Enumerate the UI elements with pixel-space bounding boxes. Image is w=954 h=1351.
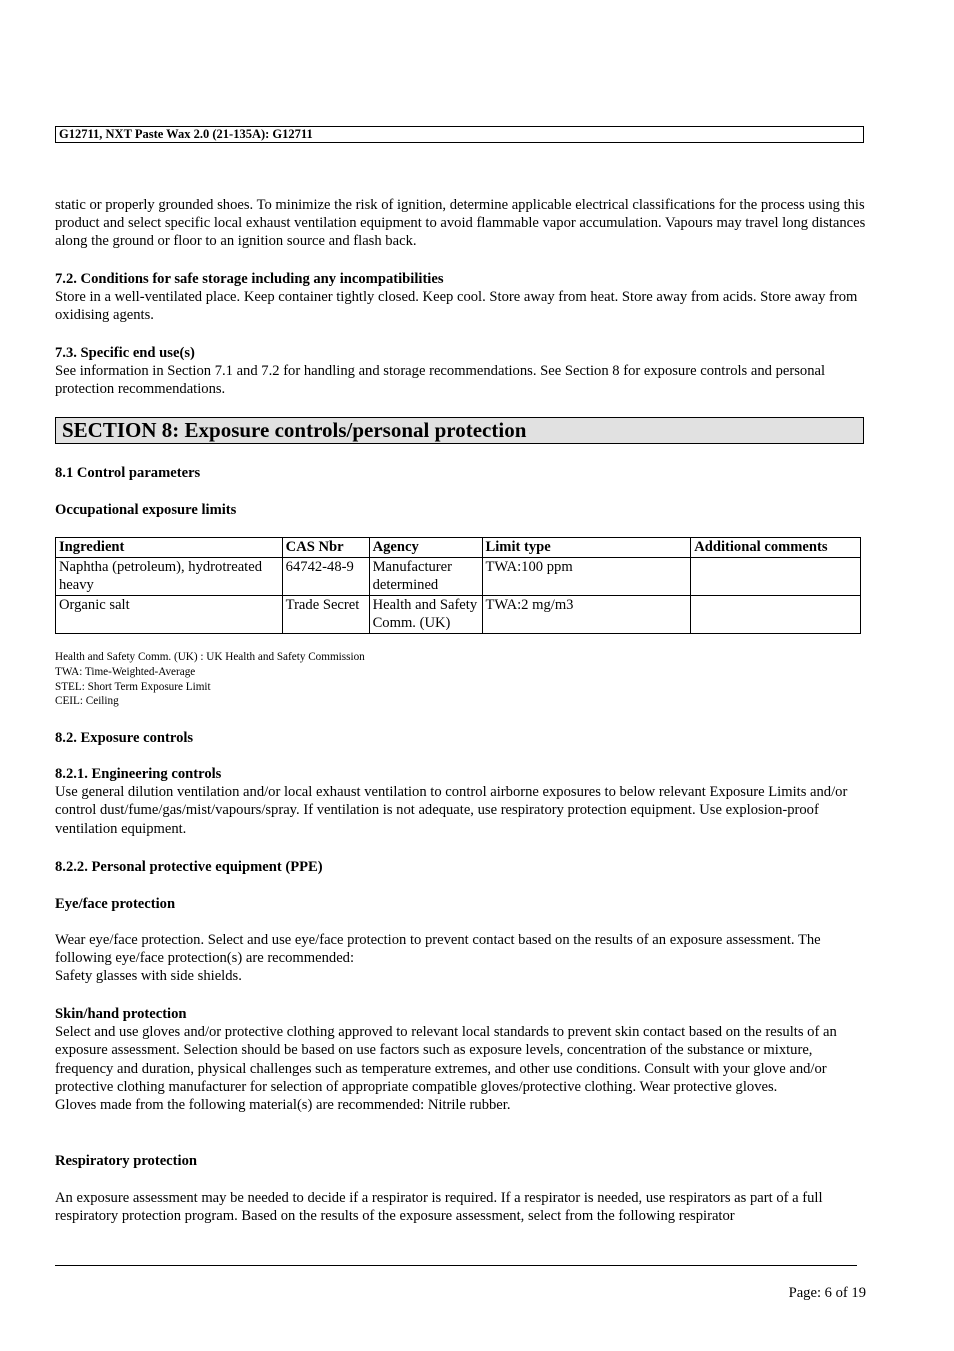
- eye-protection-recommendation: Safety glasses with side shields.: [55, 968, 242, 985]
- section-8-1-heading: 8.1 Control parameters: [55, 465, 201, 481]
- section-8-2-2-heading: 8.2.2. Personal protective equipment (PPE): [55, 859, 323, 875]
- eye-protection-body: [55, 931, 867, 986]
- footnote: TWA: Time-Weighted-Average: [55, 665, 196, 678]
- cell-cas: Trade Secret: [282, 595, 369, 633]
- section-8-2-heading: 8.2. Exposure controls: [55, 730, 194, 746]
- section-7-2-heading: 7.2. Conditions for safe storage including any incompatibilities: [55, 271, 444, 287]
- page-number: Page: 6 of 19: [788, 1285, 866, 1301]
- section-7-2: [55, 270, 867, 325]
- section-7-2-text: Store in a well-ventilated place. Keep container tightly closed. Keep cool. Store away from heat. Store away from acids. Store away from oxidising agents.: [55, 289, 858, 324]
- cell-ingredient: Naphtha (petroleum), hydrotreated heavy: [56, 558, 283, 596]
- document-header: [55, 126, 864, 143]
- footnote: CEIL: Ceiling: [55, 695, 119, 708]
- product-identifier: G12711, NXT Paste Wax 2.0 (21-135A): G12711: [59, 127, 313, 141]
- section-8-2-1: [55, 765, 867, 838]
- respiratory-protection-heading: Respiratory protection: [55, 1153, 197, 1169]
- column-header-cas: CAS Nbr: [282, 538, 369, 558]
- column-header-limit-type: Limit type: [482, 538, 691, 558]
- eye-protection-heading: Eye/face protection: [55, 896, 176, 912]
- cell-limit: TWA:100 ppm: [482, 558, 691, 596]
- skin-protection-gloves: Gloves made from the following material(s) are recommended: Nitrile rubber.: [55, 1097, 511, 1114]
- respiratory-protection-text: An exposure assessment may be needed to decide if a respirator is required. If a respirator is needed, use respirators as part of a full respiratory protection program. Based on the results of the exposure assessment, select from the following respirator: [55, 1190, 823, 1225]
- footnote: STEL: Short Term Exposure Limit: [55, 680, 211, 693]
- skin-protection: [55, 1005, 867, 1114]
- cell-comments: [691, 558, 861, 596]
- table-header-row: [56, 538, 861, 558]
- table-row: [56, 595, 861, 633]
- section-8-title-bar: [55, 417, 864, 444]
- eye-protection-text: Wear eye/face protection. Select and use eye/face protection to prevent contact based on the results of an exposure assessment. The following eye/face protection(s) are recommended:: [55, 932, 821, 967]
- column-header-ingredient: Ingredient: [56, 538, 283, 558]
- cell-agency: Manufacturer determined: [369, 558, 482, 596]
- cell-agency: Health and Safety Comm. (UK): [369, 595, 482, 633]
- footnote: Health and Safety Comm. (UK) : UK Health and Safety Commission: [55, 651, 365, 663]
- section-7-3: [55, 344, 867, 399]
- section-8-2-1-heading: 8.2.1. Engineering controls: [55, 766, 222, 782]
- table-row: [56, 558, 861, 596]
- exposure-limits-table: [55, 537, 861, 634]
- cell-limit: TWA:2 mg/m3: [482, 595, 691, 633]
- cell-ingredient: Organic salt: [56, 595, 283, 633]
- cell-cas: 64742-48-9: [282, 558, 369, 596]
- oel-heading: Occupational exposure limits: [55, 502, 237, 518]
- column-header-agency: Agency: [369, 538, 482, 558]
- section-7-3-text: See information in Section 7.1 and 7.2 for handling and storage recommendations. See Section 8 for exposure controls and personal protection recommendations.: [55, 363, 826, 398]
- section-8-2-1-text: Use general dilution ventilation and/or local exhaust ventilation to control airborne exposures to below relevant Exposure Limits and/or control dust/fume/gas/mist/vapours/spray. If ventilation is not adequate, use respiratory protection equipment. Use explosion-proof ventilation equipment.: [55, 784, 848, 837]
- continuation-paragraph: static or properly grounded shoes. To minimize the risk of ignition, determine applicable electrical classifications for the process using this product and select specific local exhaust ventilation equipment to avoid flammable vapor accumulation. Vapours may travel long distances along the ground or floor to an ignition source and flash back.: [55, 197, 866, 250]
- cell-comments: [691, 595, 861, 633]
- skin-protection-text: Select and use gloves and/or protective clothing approved to relevant local standards to prevent skin contact based on the results of an exposure assessment. Selection should be based on use factors such as exposure levels, concentration of the substance or mixture, frequency and duration, physical challenges such as temperature extremes, and other use conditions. Consult with your glove and/or protective clothing manufacturer for selection of appropriate compatible gloves/protective clothing. Wear protective gloves.: [55, 1024, 837, 1095]
- skin-protection-heading: Skin/hand protection: [55, 1006, 187, 1022]
- section-7-3-heading: 7.3. Specific end use(s): [55, 345, 195, 361]
- table-footnotes: [55, 650, 365, 709]
- column-header-comments: Additional comments: [691, 538, 861, 558]
- section-8-title: SECTION 8: Exposure controls/personal protection: [62, 418, 527, 442]
- footer-divider: [55, 1265, 857, 1266]
